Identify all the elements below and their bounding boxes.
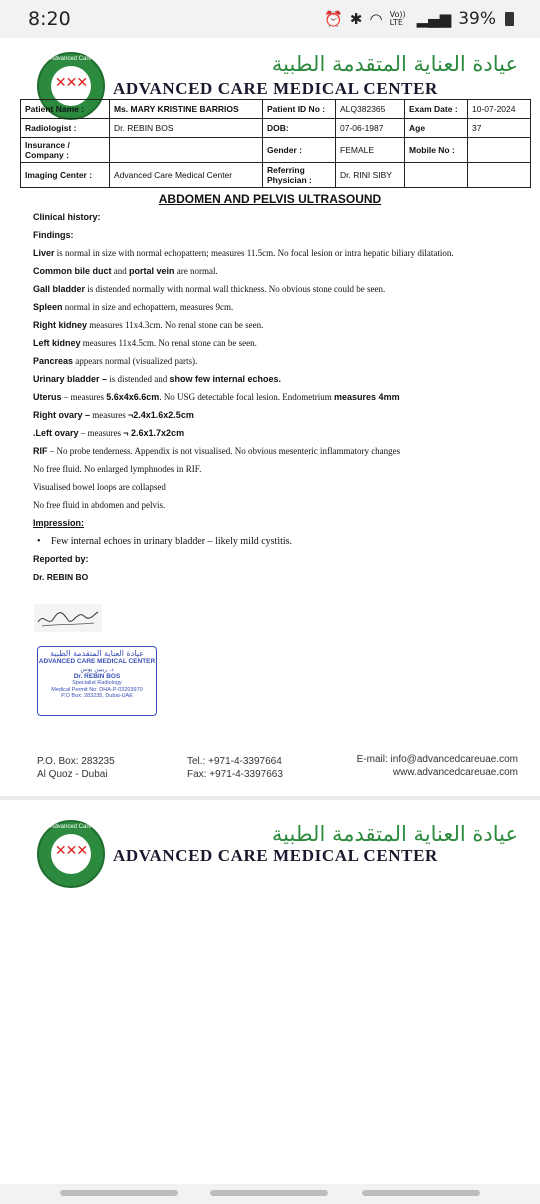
findings-heading: Findings: (33, 230, 74, 240)
footer-location: Al Quoz - Dubai (37, 769, 108, 780)
finding-uterus: Uterus – measures 5.6x4x6.6cm. No USG detectable focal lesion. Endometrium measures 4mm (33, 392, 400, 402)
finding-cbd: Common bile duct and portal vein are normal. (33, 266, 218, 276)
referring-value: Dr. RINI SIBY (336, 163, 405, 188)
exam-date-label: Exam Date : (405, 100, 468, 119)
footer-fax: Fax: +971-4-3397663 (187, 769, 283, 780)
bottom-nav-bar (0, 1184, 540, 1204)
dob-label: DOB: (263, 119, 336, 138)
signal-icon: ▂▄▆ (416, 10, 452, 28)
imaging-center-label: Imaging Center : (21, 163, 110, 188)
patient-id-label: Patient ID No : (263, 100, 336, 119)
finding-urinary-bladder: Urinary bladder – is distended and show few internal echoes. (33, 374, 282, 384)
english-clinic-name-2: ADVANCED CARE MEDICAL CENTER (113, 846, 438, 865)
finding-free-fluid: No free fluid. No enlarged lymphnodes in RIF. (33, 464, 202, 474)
finding-spleen: Spleen normal in size and echopattern, measures 9cm. (33, 302, 234, 312)
footer-contact (350, 753, 518, 779)
stamp-specialty: Specialist Radiology (72, 680, 122, 686)
finding-pancreas: Pancreas appears normal (visualized parts). (33, 356, 198, 366)
footer-address (37, 755, 115, 781)
mobile-label: Mobile No : (405, 138, 468, 163)
bluetooth-icon: ✱ (349, 10, 363, 28)
footer-website: www.advancedcareuae.com (392, 767, 518, 778)
finding-left-ovary: .Left ovary – measures ¬ 2.6x1.7x2cm (33, 428, 185, 438)
radiologist-label: Radiologist : (21, 119, 110, 138)
doctor-stamp (37, 646, 157, 716)
wifi-icon: ◠ (369, 10, 383, 28)
dob-value: 07-06-1987 (336, 119, 405, 138)
finding-gall-bladder: Gall bladder is distended normally with normal wall thickness. No obvious stone could be seen. (33, 284, 386, 294)
finding-bowel: Visualised bowel loops are collapsed (33, 482, 166, 492)
reported-by-heading: Reported by: (33, 554, 89, 564)
nav-segment-middle[interactable] (210, 1190, 328, 1196)
report-body (33, 212, 513, 590)
reported-by-name: Dr. REBIN BO (33, 572, 89, 582)
report-title: ABDOMEN AND PELVIS ULTRASOUND (158, 192, 382, 206)
finding-rif: RIF – No probe tenderness. Appendix is not visualised. No obvious mesenteric inflammatory changes (33, 446, 401, 456)
referring-label: Referring Physician : (263, 163, 336, 188)
finding-abdomen: No free fluid in abdomen and pelvis. (33, 500, 166, 510)
clinic-logo-2 (37, 820, 105, 888)
exam-date-value: 10-07-2024 (468, 100, 531, 119)
footer-tel: Tel.: +971-4-3397664 (187, 756, 282, 767)
impression-item: • Few internal echoes in urinary bladder – likely mild cystitis. (33, 536, 513, 547)
footer-email: E-mail: info@advancedcareuae.com (356, 754, 518, 765)
patient-name-label: Patient Name : (21, 100, 110, 119)
logo-ring-text: Advanced Care (50, 56, 92, 62)
mobile-value (468, 138, 531, 163)
alarm-icon: ⏰ (324, 10, 343, 28)
impression-heading: Impression: (33, 518, 85, 528)
stamp-center: ADVANCED CARE MEDICAL CENTER (38, 658, 156, 665)
report-page (0, 38, 540, 796)
age-value: 37 (468, 119, 531, 138)
imaging-center-value: Advanced Care Medical Center (110, 163, 263, 188)
age-label: Age (405, 119, 468, 138)
battery-percent: 39% (458, 9, 496, 29)
stamp-pobox: P.O Box: 283235, Dubai-UAE (61, 693, 133, 699)
logo-mark-icon: ✕✕✕ (54, 75, 88, 91)
arabic-clinic-name: عيادة العناية المتقدمة الطبية (271, 52, 518, 76)
patient-id-value: ALQ382365 (336, 100, 405, 119)
clock: 8:20 (28, 8, 71, 30)
patient-name-value: Ms. MARY KRISTINE BARRIOS (110, 100, 263, 119)
finding-liver: Liver is normal in size with normal echopattern; measures 11.5cm. No focal lesion or intra hepatic biliary dilatation. (33, 248, 454, 258)
status-icons (324, 9, 514, 29)
battery-icon (505, 12, 514, 26)
status-bar (0, 0, 540, 38)
english-clinic-name: ADVANCED CARE MEDICAL CENTER (113, 79, 438, 98)
nav-segment-right[interactable] (362, 1190, 480, 1196)
report-page-2 (0, 800, 540, 1204)
patient-info-table (20, 99, 531, 188)
gender-value: FEMALE (336, 138, 405, 163)
stamp-permit: Medical Permit No: DHA-P-03203970 (51, 686, 143, 693)
stamp-arabic: عيادة العناية المتقدمة الطبية (50, 649, 144, 658)
volte-label: Vo)) LTE (389, 10, 406, 27)
finding-right-kidney: Right kidney measures 11x4.3cm. No renal stone can be seen. (33, 320, 264, 330)
finding-right-ovary: Right ovary – measures ¬2.4x1.6x2.5cm (33, 410, 194, 420)
stamp-arabic-doctor: د. ريبين بوس (80, 665, 114, 673)
footer-phone (187, 755, 283, 781)
radiologist-value: Dr. REBIN BOS (110, 119, 263, 138)
insurance-label: Insurance / Company : (21, 138, 110, 163)
insurance-value (110, 138, 263, 163)
stamp-doctor: Dr. REBIN BOS (73, 672, 121, 680)
gender-label: Gender : (263, 138, 336, 163)
nav-segment-left[interactable] (60, 1190, 178, 1196)
clinical-history-heading: Clinical history: (33, 212, 101, 222)
arabic-clinic-name-2: عيادة العناية المتقدمة الطبية (271, 822, 518, 846)
logo-ring-text-2: Advanced Care (50, 824, 92, 830)
footer-pobox: P.O. Box: 283235 (37, 756, 115, 767)
finding-left-kidney: Left kidney measures 11x4.5cm. No renal stone can be seen. (33, 338, 257, 348)
logo-mark-icon: ✕✕✕ (54, 843, 88, 859)
signature-image (34, 604, 102, 632)
